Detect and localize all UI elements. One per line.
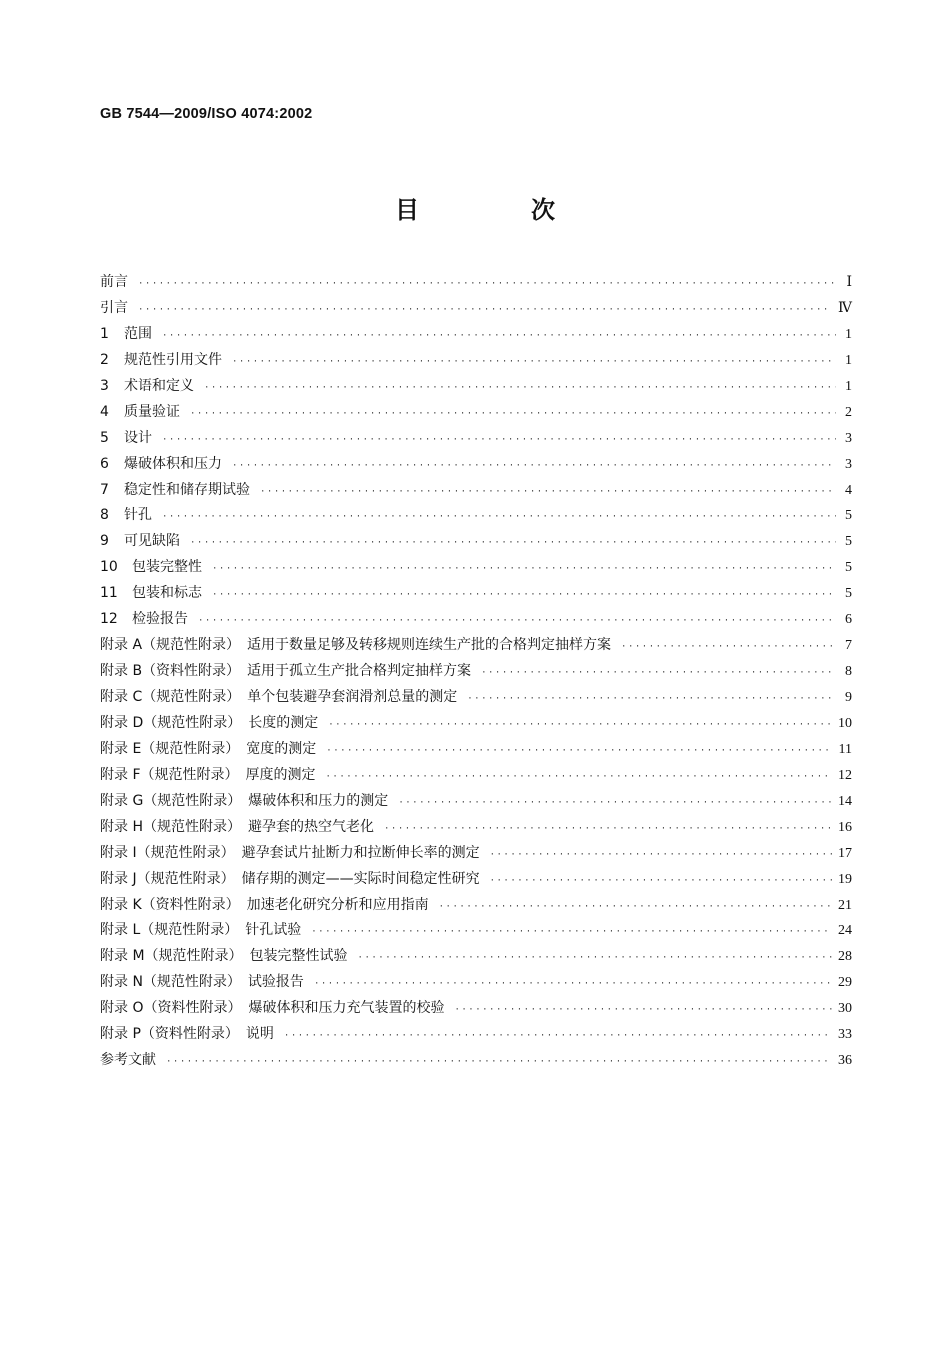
toc-leader-dots	[326, 765, 832, 791]
toc-entry-label: 附录 G（规范性附录） 爆破体积和压力的测定	[100, 792, 389, 809]
toc-entry-page: 30	[838, 1001, 852, 1017]
toc-entry-label: 附录 M（规范性附录） 包装完整性试验	[100, 948, 348, 965]
toc-entry-page: 33	[838, 1027, 852, 1043]
toc-entry-label: 针孔	[124, 507, 152, 524]
toc-entry-page: 10	[838, 715, 852, 731]
toc-leader-dots	[358, 946, 832, 972]
toc-entry[interactable]	[100, 1048, 852, 1074]
toc-leader-dots	[212, 557, 836, 583]
toc-entry-label: 规范性引用文件	[124, 351, 222, 368]
toc-leader-dots	[284, 1024, 832, 1050]
toc-entry-number: 8	[100, 507, 109, 524]
toc-entry[interactable]	[100, 944, 852, 970]
toc-entry-page: 6	[845, 612, 852, 628]
page-title: 目 次	[395, 196, 599, 224]
toc-entry[interactable]	[100, 607, 852, 633]
toc-entry[interactable]	[100, 348, 852, 374]
toc-entry-number: 9	[100, 533, 109, 550]
toc-entry-label: 爆破体积和压力	[124, 455, 222, 472]
toc-entry[interactable]	[100, 867, 852, 893]
toc-entry-page: 8	[845, 664, 852, 680]
toc-entry-number: 11	[100, 585, 118, 602]
toc-entry-label: 检验报告	[132, 611, 188, 628]
toc-leader-dots	[621, 635, 836, 661]
toc-entry-page: 5	[845, 534, 852, 550]
toc-entry-label: 前言	[100, 274, 128, 290]
toc-entry-label: 范围	[124, 325, 152, 342]
toc-entry-number: 2	[100, 351, 109, 368]
toc-entry[interactable]	[100, 737, 852, 763]
toc-leader-dots	[162, 505, 836, 531]
toc-leader-dots	[190, 531, 836, 557]
toc-entry-page: 3	[845, 430, 852, 446]
toc-leader-dots	[326, 739, 832, 765]
toc-entry-number: 4	[100, 403, 109, 420]
toc-entry[interactable]	[100, 970, 852, 996]
toc-entry[interactable]	[100, 659, 852, 685]
toc-entry-page: 36	[838, 1053, 852, 1069]
toc-entry-label: 附录 H（规范性附录） 避孕套的热空气老化	[100, 818, 374, 835]
toc-leader-dots	[162, 324, 836, 350]
toc-entry-label: 包装完整性	[132, 559, 202, 576]
toc-entry[interactable]	[100, 893, 852, 919]
toc-entry-label: 可见缺陷	[124, 533, 180, 550]
toc-entry[interactable]	[100, 918, 852, 944]
toc-leader-dots	[384, 817, 832, 843]
toc-entry-number: 10	[100, 559, 118, 576]
toc-entry-page: 2	[845, 404, 852, 420]
toc-leader-dots	[311, 920, 832, 946]
toc-entry[interactable]	[100, 1022, 852, 1048]
toc-leader-dots	[398, 791, 832, 817]
toc-leader-dots	[328, 713, 832, 739]
toc-entry[interactable]	[100, 685, 852, 711]
toc-entry[interactable]	[100, 711, 852, 737]
toc-entry-label: 质量验证	[124, 403, 180, 420]
toc-entry-page: 5	[845, 508, 852, 524]
toc-leader-dots	[190, 402, 836, 428]
toc-entry[interactable]	[100, 841, 852, 867]
toc-entry[interactable]	[100, 270, 852, 296]
table-of-contents	[100, 270, 852, 1074]
toc-entry[interactable]	[100, 529, 852, 555]
toc-entry-page: 1	[845, 326, 852, 342]
toc-entry-label: 附录 L（规范性附录） 针孔试验	[100, 922, 302, 939]
toc-entry-label: 附录 C（规范性附录） 单个包装避孕套润滑剂总量的测定	[100, 689, 458, 705]
toc-entry-page: 28	[838, 949, 852, 965]
toc-entry[interactable]	[100, 555, 852, 581]
toc-entry[interactable]	[100, 452, 852, 478]
toc-entry-page: 16	[838, 819, 852, 835]
toc-entry-page: 29	[838, 975, 852, 991]
toc-leader-dots	[198, 609, 836, 635]
toc-entry[interactable]	[100, 503, 852, 529]
toc-leader-dots	[467, 687, 836, 713]
toc-entry-page: 7	[845, 638, 852, 654]
toc-entry-label: 附录 N（规范性附录） 试验报告	[100, 974, 304, 991]
toc-entry-label: 附录 P（资料性附录） 说明	[100, 1026, 274, 1043]
toc-entry-page: 11	[838, 741, 852, 757]
toc-leader-dots	[490, 843, 832, 869]
toc-leader-dots	[232, 350, 836, 376]
toc-entry-label: 术语和定义	[124, 377, 194, 394]
toc-entry[interactable]	[100, 400, 852, 426]
toc-entry-label: 附录 K（资料性附录） 加速老化研究分析和应用指南	[100, 896, 429, 913]
toc-entry-label: 附录 A（规范性附录） 适用于数量足够及转移规则连续生产批的合格判定抽样方案	[100, 637, 612, 654]
toc-leader-dots	[162, 428, 836, 454]
toc-entry-label: 稳定性和储存期试验	[124, 481, 250, 498]
toc-leader-dots	[439, 895, 832, 921]
toc-entry[interactable]	[100, 763, 852, 789]
toc-entry-label: 附录 I（规范性附录） 避孕套试片扯断力和拉断伸长率的测定	[100, 844, 480, 861]
toc-leader-dots	[232, 454, 836, 480]
toc-entry-number: 5	[100, 429, 109, 446]
toc-entry[interactable]	[100, 426, 852, 452]
toc-entry[interactable]	[100, 296, 852, 322]
toc-leader-dots	[481, 661, 836, 687]
toc-entry-label: 附录 J（规范性附录） 储存期的测定——实际时间稳定性研究	[100, 870, 480, 887]
toc-entry-label: 附录 D（规范性附录） 长度的测定	[100, 714, 319, 731]
toc-leader-dots	[490, 869, 832, 895]
toc-entry-page: 1	[845, 352, 852, 368]
toc-entry-page: 19	[838, 871, 852, 887]
toc-entry-page: 14	[838, 793, 852, 809]
toc-entry-number: 7	[100, 481, 109, 498]
toc-entry[interactable]	[100, 374, 852, 400]
toc-entry[interactable]	[100, 581, 852, 607]
toc-entry[interactable]	[100, 996, 852, 1022]
toc-entry[interactable]	[100, 815, 852, 841]
toc-entry-number: 1	[100, 325, 109, 342]
toc-entry-page: Ⅳ	[838, 300, 852, 316]
toc-entry-page: 24	[838, 923, 852, 939]
toc-entry-page: 5	[845, 586, 852, 602]
toc-leader-dots	[138, 272, 836, 298]
toc-leader-dots	[166, 1050, 832, 1076]
toc-leader-dots	[138, 298, 832, 324]
toc-leader-dots	[212, 583, 836, 609]
toc-entry[interactable]	[100, 633, 852, 659]
toc-entry-label: 包装和标志	[132, 585, 202, 602]
toc-entry-page: 9	[845, 690, 852, 705]
toc-leader-dots	[454, 998, 832, 1024]
toc-entry-page: 17	[838, 845, 852, 861]
toc-entry-page: 3	[845, 456, 852, 472]
toc-entry-label: 附录 F（规范性附录） 厚度的测定	[100, 766, 316, 783]
toc-entry-page: 12	[838, 767, 852, 783]
toc-entry-page: 1	[845, 378, 852, 394]
toc-entry-number: 6	[100, 455, 109, 472]
toc-entry-label: 引言	[100, 299, 128, 316]
toc-entry-number: 12	[100, 611, 118, 628]
standard-number-header: GB 7544—2009/ISO 4074:2002	[100, 106, 313, 122]
toc-entry-page: 5	[845, 560, 852, 576]
toc-entry-label: 附录 O（资料性附录） 爆破体积和压力充气装置的校验	[100, 1000, 445, 1017]
toc-entry[interactable]	[100, 478, 852, 504]
toc-entry-label: 附录 E（规范性附录） 宽度的测定	[100, 740, 317, 757]
toc-entry[interactable]	[100, 789, 852, 815]
toc-entry-page: Ⅰ	[846, 275, 852, 290]
toc-entry-page: 21	[838, 897, 852, 913]
toc-entry-label: 附录 B（资料性附录） 适用于孤立生产批合格判定抽样方案	[100, 663, 472, 680]
toc-entry-label: 设计	[124, 429, 152, 446]
toc-entry[interactable]	[100, 322, 852, 348]
toc-entry-number: 3	[100, 377, 109, 394]
toc-leader-dots	[204, 376, 836, 402]
toc-entry-page: 4	[845, 482, 852, 498]
toc-leader-dots	[314, 972, 832, 998]
toc-entry-label: 参考文献	[100, 1052, 156, 1069]
toc-leader-dots	[260, 480, 836, 506]
